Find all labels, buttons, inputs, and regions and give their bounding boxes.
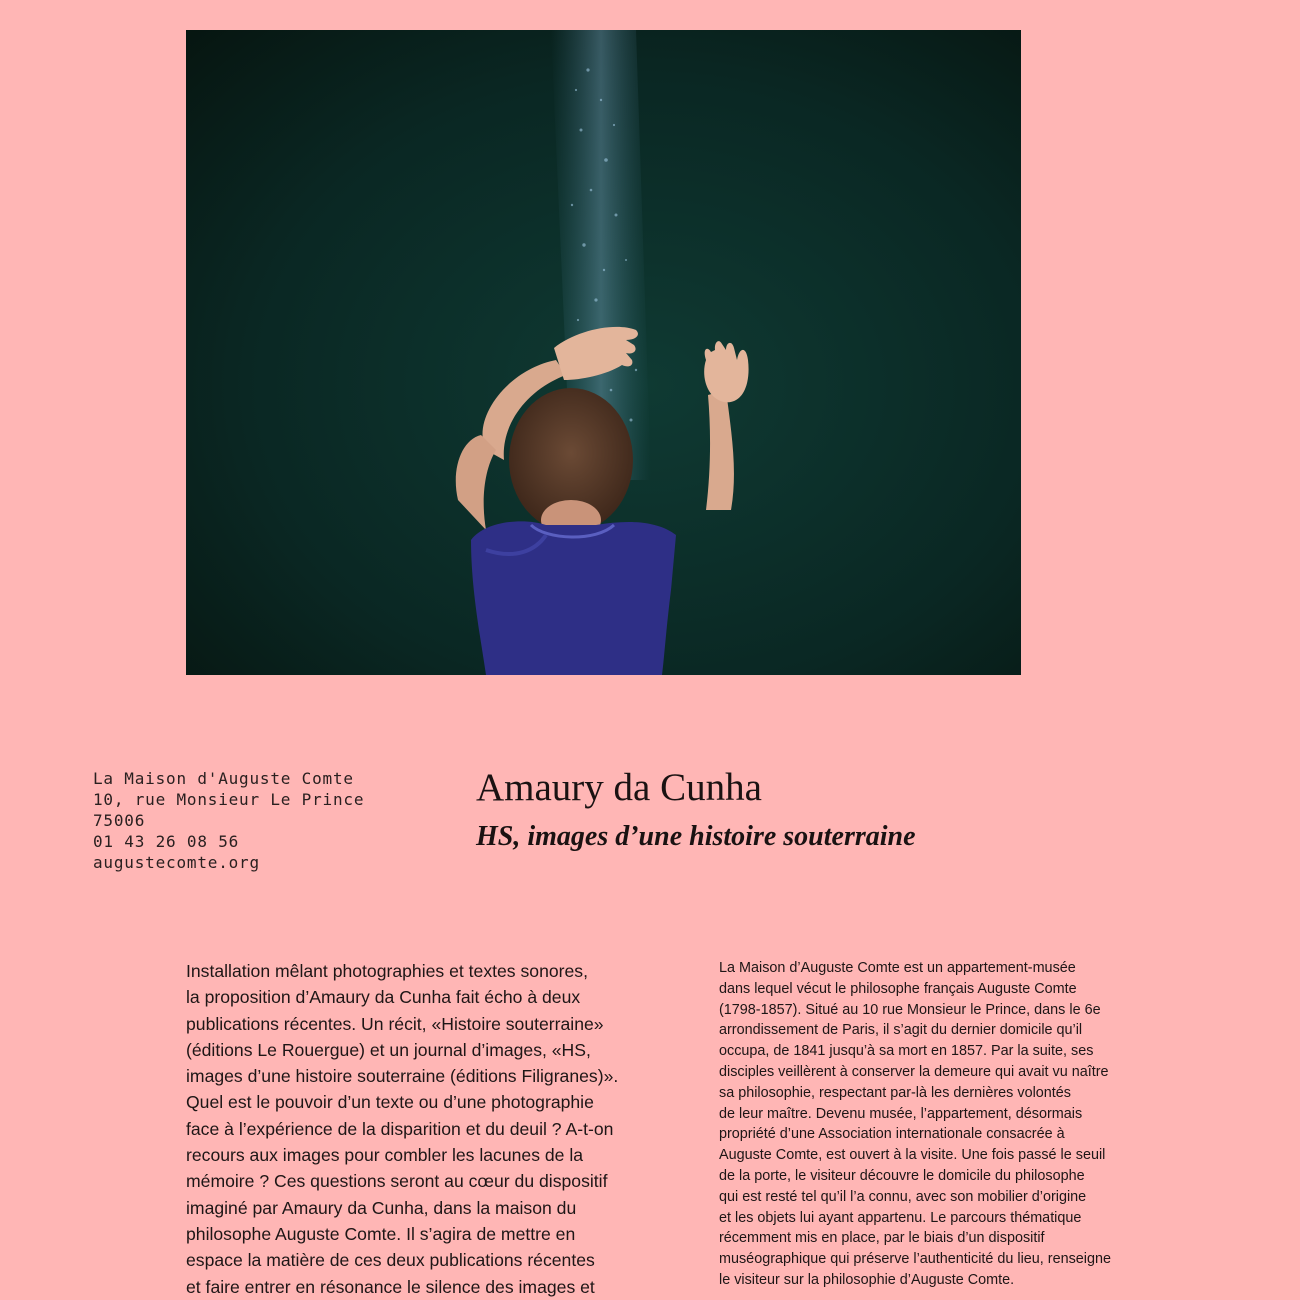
text-line: Quel est le pouvoir d’un texte ou d’une photographie [186, 1092, 594, 1113]
text-line: face à l’expérience de la disparition et du deuil ? A-t-on [186, 1118, 614, 1139]
venue-street: 10, rue Monsieur Le Prince [93, 790, 365, 809]
text-line: Installation mêlant photographies et textes sonores, [186, 961, 588, 981]
text-line: de leur maître. Devenu musée, l’appartement, désormais [719, 1105, 1083, 1122]
text-line: muséographique qui préserve l’authenticité du lieu, renseigne [719, 1251, 1111, 1268]
text-line: publications récentes. Un récit, «Histoire souterraine» [186, 1013, 604, 1034]
venue-phone: 01 43 26 08 56 [93, 832, 240, 851]
venue-postcode: 75006 [93, 811, 146, 830]
text-line: dans lequel vécut le philosophe français Auguste Comte [719, 980, 1077, 997]
text-line: arrondissement de Paris, il s’agit du dernier domicile qu’il [719, 1022, 1083, 1039]
text-line: espace la matière de ces deux publications récentes [186, 1250, 595, 1271]
text-line: Auguste Comte, est ouvert à la visite. Une fois passé le seuil [719, 1147, 1106, 1164]
venue-name: La Maison d'Auguste Comte [93, 769, 354, 788]
text-line: récemment mis en place, par le biais d’un dispositif [719, 1230, 1045, 1247]
text-line: le visiteur sur la philosophie d’Auguste Comte. [719, 1271, 1015, 1288]
venue-info [93, 768, 423, 873]
text-line: propriété d’une Association internationale consacrée à [719, 1126, 1065, 1143]
photo-child-underwater-icon [186, 30, 1021, 675]
text-line: images d’une histoire souterraine (éditions Filigranes)». [186, 1066, 619, 1087]
text-line: recours aux images pour combler les lacunes de la [186, 1145, 584, 1166]
text-line: (éditions Le Rouergue) et un journal d’images, «HS, [186, 1039, 591, 1060]
text-line: philosophe Auguste Comte. Il s’agira de mettre en [186, 1223, 576, 1244]
text-line: (1798-1857). Situé au 10 rue Monsieur le Prince, dans le 6e [719, 1001, 1101, 1018]
text-line: et les objets lui ayant appartenu. Le parcours thématique [719, 1209, 1082, 1226]
text-line: imaginé par Amaury da Cunha, dans la maison du [186, 1197, 577, 1218]
text-line: et faire entrer en résonance le silence des images et [186, 1276, 595, 1297]
text-line: de la porte, le visiteur découvre le domicile du philosophe [719, 1167, 1085, 1184]
text-line: qui est resté tel qu’il l’a connu, avec son mobilier d’origine [719, 1188, 1087, 1205]
exhibition-title: HS, images d’une histoire souterraine [476, 821, 916, 852]
description-column-left [186, 958, 666, 1300]
text-line: mémoire ? Ces questions seront au cœur du dispositif [186, 1171, 608, 1192]
exhibition-photo [186, 30, 1021, 675]
artist-name: Amaury da Cunha [476, 766, 762, 809]
text-line: occupa, de 1841 jusqu’à sa mort en 1857. Par la suite, ses [719, 1043, 1094, 1060]
text-line: sa philosophie, respectant par-là les dernières volontés [719, 1084, 1071, 1101]
description-column-right [719, 958, 1174, 1291]
text-line: la proposition d’Amaury da Cunha fait écho à deux [186, 987, 581, 1008]
text-line: disciples veillèrent à conserver la demeure qui avait vu naître [719, 1063, 1109, 1080]
venue-website-link[interactable]: augustecomte.org [93, 853, 260, 872]
text-line: La Maison d’Auguste Comte est un appartement-musée [719, 960, 1076, 976]
